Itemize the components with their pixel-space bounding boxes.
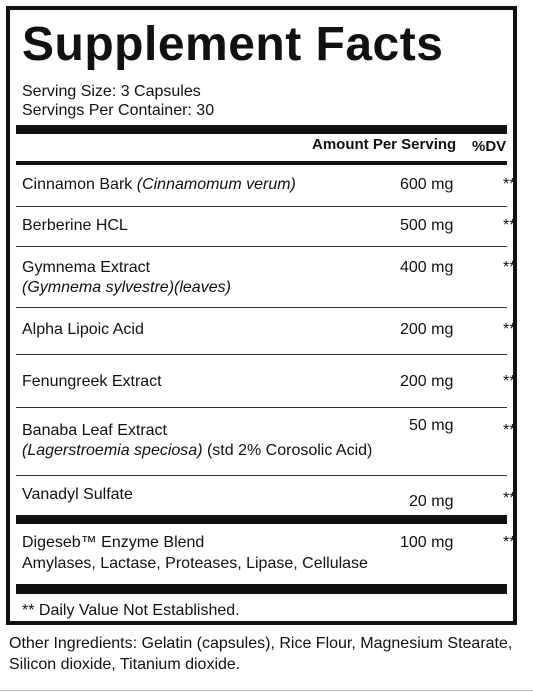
divider-thick <box>16 125 507 134</box>
ingredient-name: Banaba Leaf Extract <box>22 422 167 439</box>
ingredient-dv: ** <box>503 490 516 507</box>
divider-medium <box>16 161 507 165</box>
ingredient-dv: ** <box>503 259 516 276</box>
supplement-facts-panel <box>6 6 517 625</box>
ingredient-name: Gymnema Extract <box>22 259 151 276</box>
ingredient-dv: ** <box>503 321 516 338</box>
ingredient-amount: 200 mg <box>400 321 454 338</box>
ingredient-name: Berberine HCL <box>22 217 128 234</box>
ingredient-dv: ** <box>503 534 516 551</box>
row-divider <box>16 307 507 308</box>
ingredient-latin-name: (Gymnema sylvestre)(leaves) <box>22 279 231 296</box>
divider-thick <box>16 515 507 524</box>
divider-thick <box>16 584 507 594</box>
serving-size: Serving Size: 3 Capsules <box>22 83 201 100</box>
ingredient-dv: ** <box>503 422 516 439</box>
ingredient-amount: 20 mg <box>409 493 454 510</box>
ingredient-latin-name: (Lagerstroemia speciosa) (std 2% Corosolic Acid) <box>22 442 373 459</box>
row-divider <box>16 407 507 408</box>
ingredient-name: Fenungreek Extract <box>22 373 162 390</box>
ingredient-name: Alpha Lipoic Acid <box>22 321 144 338</box>
ingredient-name: Cinnamon Bark (Cinnamomum verum) <box>22 176 296 193</box>
ingredient-amount: 50 mg <box>409 417 454 434</box>
ingredient-amount: 400 mg <box>400 259 454 276</box>
ingredient-components: Amylases, Lactase, Proteases, Lipase, Cellulase <box>22 555 368 572</box>
ingredient-name: Vanadyl Sulfate <box>22 486 133 503</box>
row-divider <box>16 246 507 247</box>
ingredient-dv: ** <box>503 373 516 390</box>
ingredient-amount: 100 mg <box>400 534 454 551</box>
row-divider <box>16 206 507 207</box>
ingredient-name: Digeseb™ Enzyme Blend <box>22 534 205 551</box>
row-divider <box>16 475 507 476</box>
other-ingredients: Other Ingredients: Gelatin (capsules), Rice Flour, Magnesium Stearate, Silicon dioxide, Titanium dioxide. <box>9 635 513 673</box>
ingredient-amount: 600 mg <box>400 176 454 193</box>
row-divider <box>16 354 507 355</box>
servings-per-container: Servings Per Container: 30 <box>22 102 215 119</box>
bottom-rule <box>0 690 533 691</box>
panel-title: Supplement Facts <box>22 18 444 71</box>
ingredient-dv: ** <box>503 217 516 234</box>
header-daily-value: %DV <box>472 138 507 155</box>
header-amount-per-serving: Amount Per Serving <box>312 136 457 153</box>
daily-value-footnote: ** Daily Value Not Established. <box>22 602 240 619</box>
ingredient-amount: 500 mg <box>400 217 454 234</box>
ingredient-amount: 200 mg <box>400 373 454 390</box>
ingredient-dv: ** <box>503 176 516 193</box>
